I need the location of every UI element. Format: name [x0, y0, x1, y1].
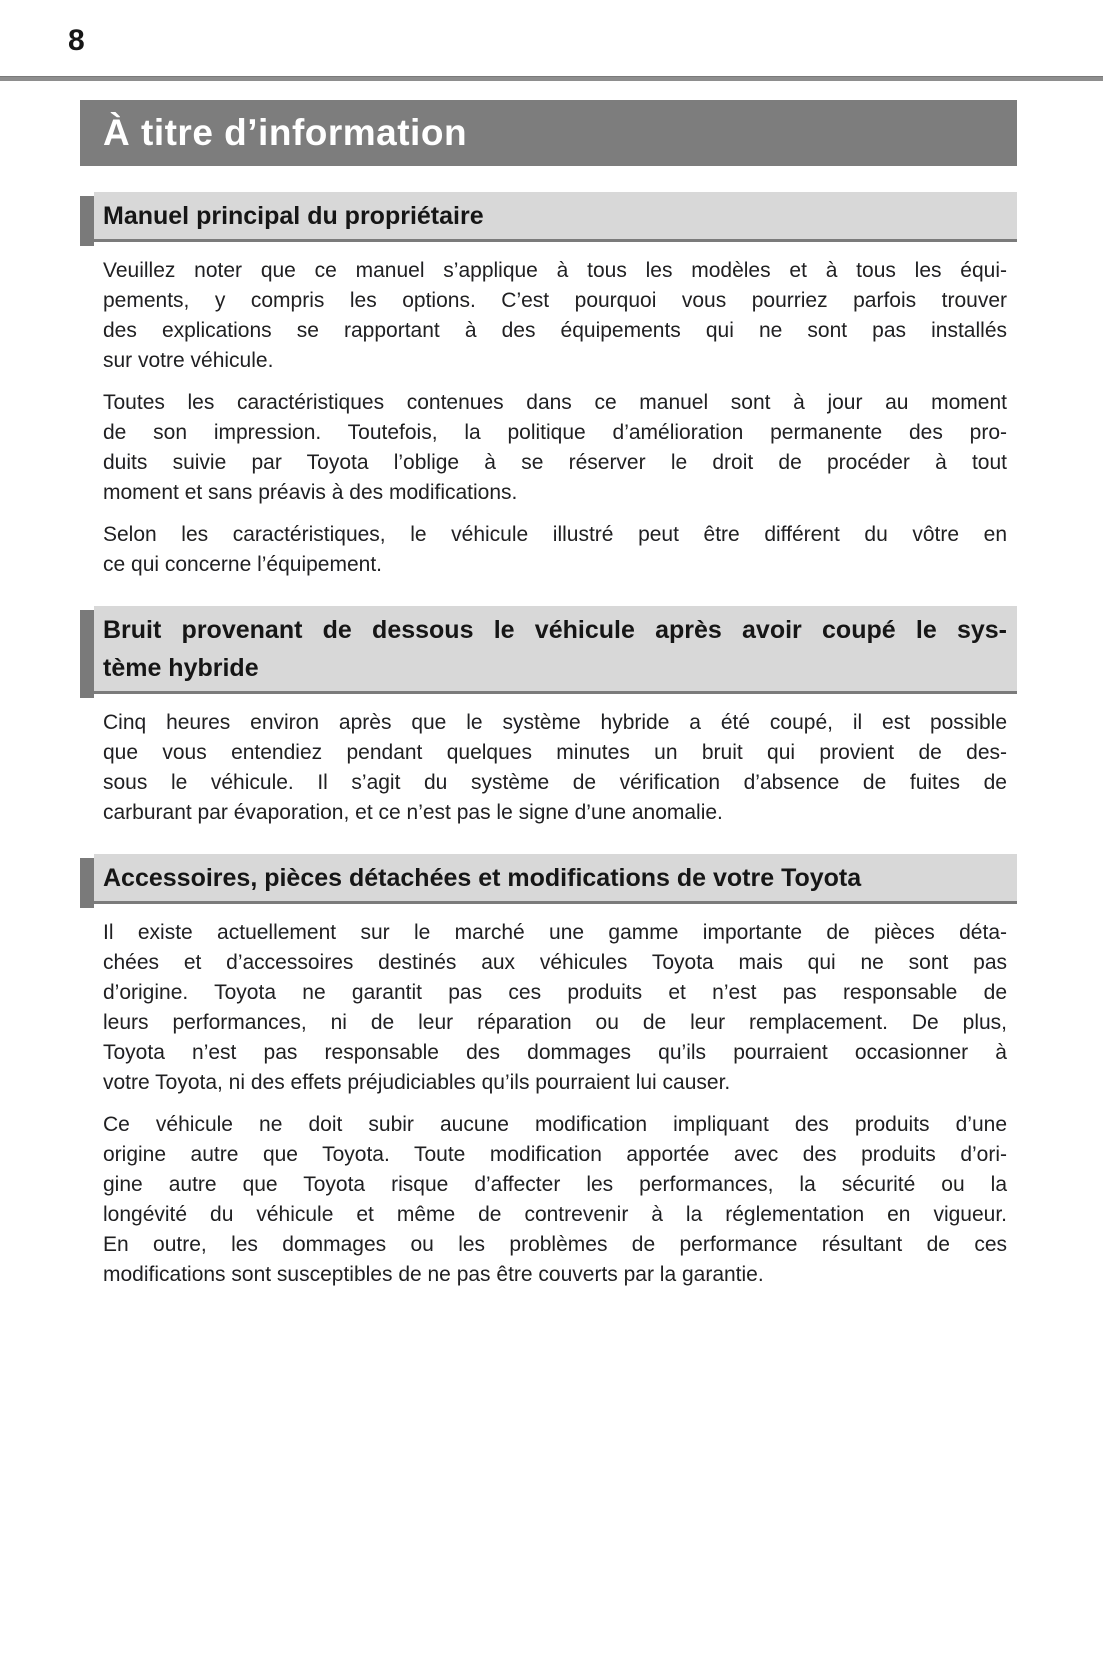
top-rule-divider	[0, 76, 1103, 81]
body-line: moment et sans préavis à des modifications.	[103, 481, 518, 504]
body-line: duits suivie par Toyota l’oblige à se réserver le droit de procéder à tout	[103, 451, 1007, 474]
body-line: gine autre que Toyota risque d’affecter les performances, la sécurité ou la	[103, 1173, 1007, 1196]
section-bruit-systeme-hybride	[80, 606, 1017, 828]
body-line: Selon les caractéristiques, le véhicule illustré peut être différent du vôtre en	[103, 523, 1007, 546]
body-line: des explications se rapportant à des équipements qui ne sont pas installés	[103, 319, 1007, 342]
section-manuel-principal	[80, 192, 1017, 580]
section-accent-bar	[80, 610, 94, 698]
body-line: carburant par évaporation, et ce n’est pas le signe d’une anomalie.	[103, 801, 723, 824]
section-accent-bar	[80, 196, 94, 246]
body-line: Toyota n’est pas responsable des dommages qu’ils pourraient occasionner à	[103, 1041, 1007, 1064]
body-line: ce qui concerne l’équipement.	[103, 553, 383, 576]
body-line: Il existe actuellement sur le marché une gamme importante de pièces déta-	[103, 921, 1007, 944]
body-line: leurs performances, ni de leur réparation ou de leur remplacement. De plus,	[103, 1011, 1007, 1034]
page-number: 8	[68, 24, 85, 57]
body-line: votre Toyota, ni des effets préjudiciables qu’ils pourraient lui causer.	[103, 1071, 731, 1094]
section-title-line: Manuel principal du propriétaire	[103, 202, 484, 230]
body-line: origine autre que Toyota. Toute modification apportée avec des produits d’ori-	[103, 1143, 1007, 1166]
page-header	[0, 0, 1103, 62]
body-line: chées et d’accessoires destinés aux véhicules Toyota mais qui ne sont pas	[103, 951, 1007, 974]
paragraph	[103, 256, 1007, 376]
paragraph	[103, 520, 1007, 580]
section-body	[103, 918, 1007, 1290]
section-body	[103, 256, 1007, 580]
body-line: que vous entendiez pendant quelques minutes un bruit qui provient de des-	[103, 741, 1007, 764]
body-line: Toutes les caractéristiques contenues dans ce manuel sont à jour au moment	[103, 391, 1007, 414]
section-title-line: tème hybride	[103, 654, 259, 682]
chapter-banner-title: À titre d’information	[103, 112, 468, 153]
body-line: Veuillez noter que ce manuel s’applique à tous les modèles et à tous les équi-	[103, 259, 1007, 282]
section-title-line: Accessoires, pièces détachées et modifications de votre Toyota	[103, 864, 862, 892]
chapter-banner	[80, 100, 1017, 166]
body-line: En outre, les dommages ou les problèmes de performance résultant de ces	[103, 1233, 1007, 1256]
section-title-line: Bruit provenant de dessous le véhicule après avoir coupé le sys-	[103, 616, 1007, 644]
body-line: pements, y compris les options. C’est pourquoi vous pourriez parfois trouver	[103, 289, 1007, 312]
section-header	[94, 192, 1017, 242]
paragraph	[103, 1110, 1007, 1290]
body-line: sous le véhicule. Il s’agit du système de vérification d’absence de fuites de	[103, 771, 1007, 794]
body-line: Cinq heures environ après que le système hybride a été coupé, il est possible	[103, 711, 1007, 734]
paragraph	[103, 918, 1007, 1098]
body-line: de son impression. Toutefois, la politique d’amélioration permanente des pro-	[103, 421, 1007, 444]
section-body	[103, 708, 1007, 828]
paragraph	[103, 708, 1007, 828]
body-line: Ce véhicule ne doit subir aucune modification impliquant des produits d’une	[103, 1113, 1007, 1136]
section-header	[94, 606, 1017, 694]
body-line: modifications sont susceptibles de ne pas être couverts par la garantie.	[103, 1263, 764, 1286]
paragraph	[103, 388, 1007, 508]
body-line: sur votre véhicule.	[103, 349, 274, 372]
section-header	[94, 854, 1017, 904]
page-content	[0, 100, 1103, 1290]
section-accessoires-modifications	[80, 854, 1017, 1290]
body-line: d’origine. Toyota ne garantit pas ces produits et n’est pas responsable de	[103, 981, 1007, 1004]
body-line: longévité du véhicule et même de contrevenir à la réglementation en vigueur.	[103, 1203, 1007, 1226]
section-accent-bar	[80, 858, 94, 908]
